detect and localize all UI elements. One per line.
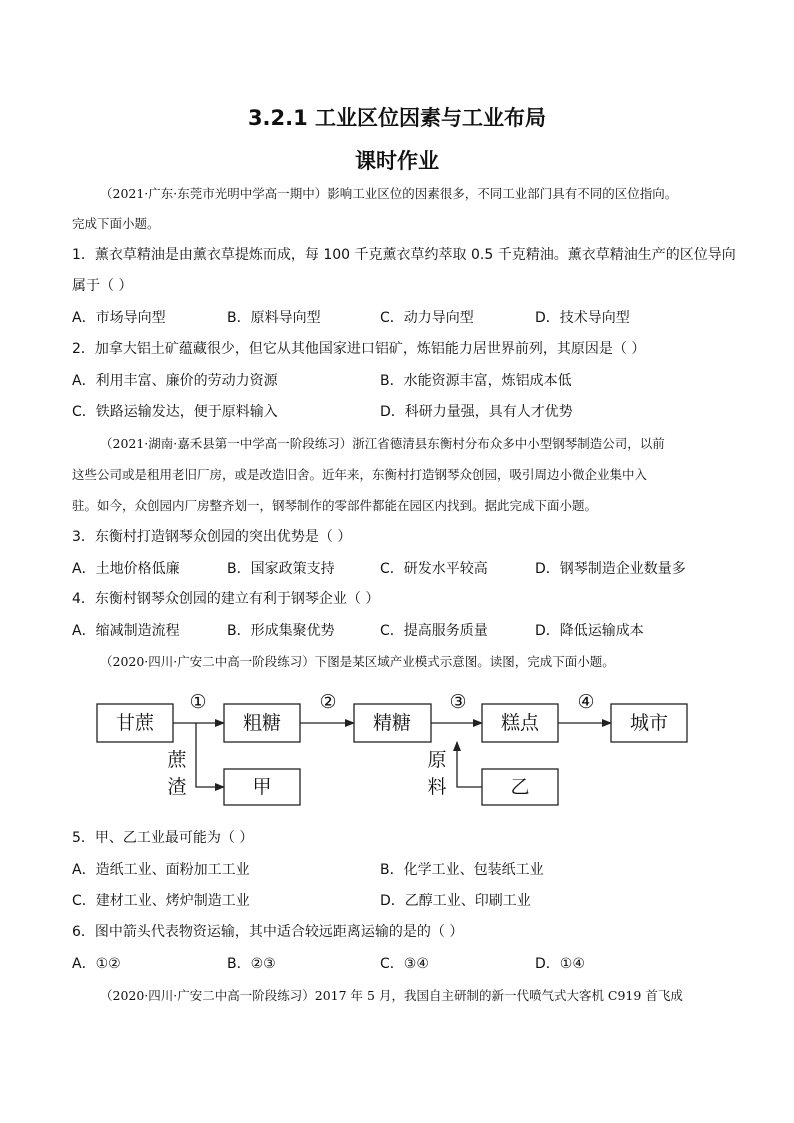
- q4-option-d: D．降低运输成本: [535, 623, 644, 639]
- q1-option-d: D．技术导向型: [535, 310, 630, 326]
- intro-2-line-2: 这些公司或是租用老旧厂房，或是改造旧舍。近年来，东衡村打造钢琴众创园，吸引周边小微企业集中入: [72, 467, 648, 482]
- box-gaodian-label: 糕点: [500, 712, 540, 734]
- q5-stem: 5．甲、乙工业最可能为（ ）: [72, 830, 254, 846]
- industry-flow-diagram: [0, 680, 794, 810]
- q1-option-c: C．动力导向型: [380, 310, 474, 326]
- q1-stem-line-2: 属于（ ）: [72, 278, 133, 294]
- q3-stem: 3．东衡村打造钢琴众创园的突出优势是（ ）: [72, 529, 352, 545]
- q3-option-d: D．钢琴制造企业数量多: [535, 561, 686, 577]
- arrow-2-label: ②: [319, 691, 337, 713]
- arrow-3-label: ③: [449, 691, 467, 713]
- q5-option-c: C．建材工业、烤炉制造工业: [72, 893, 250, 909]
- q5-option-b: B．化学工业、包装纸工业: [380, 862, 544, 878]
- q3-option-a: A．土地价格低廉: [72, 561, 180, 577]
- box-chengshi-label: 城市: [629, 712, 669, 734]
- box-yi-label: 乙: [510, 776, 530, 798]
- arrow-bagasse: [196, 723, 224, 787]
- q3-option-c: C．研发水平较高: [380, 561, 488, 577]
- q1-option-b: B．原料导向型: [227, 310, 321, 326]
- intro-3-line-1: （2020·四川·广安二中高一阶段练习）下图是某区域产业模式示意图。读图，完成下面小题。: [100, 654, 615, 669]
- box-jia-label: 甲: [252, 776, 272, 798]
- intro-2-line-1: （2021·湖南·嘉禾县第一中学高一阶段练习）浙江省德清县东衡村分布众多中小型钢琴制造公司，以前: [100, 436, 665, 451]
- q5-option-d: D．乙醇工业、印刷工业: [380, 893, 531, 909]
- label-zhe: 蔗: [167, 749, 187, 771]
- arrow-4-label: ④: [577, 691, 595, 713]
- q2-option-c: C．铁路运输发达，便于原料输入: [72, 404, 278, 420]
- intro-1-line-1: （2021·广东·东莞市光明中学高一期中）影响工业区位的因素很多，不同工业部门具有不同的区位指向。: [100, 186, 678, 201]
- q1-option-a: A．市场导向型: [72, 310, 166, 326]
- label-liao: 料: [427, 776, 447, 798]
- q2-stem: 2．加拿大铝土矿蕴藏很少，但它从其他国家进口铝矿，炼铝能力居世界前列，其原因是（ ）: [72, 341, 646, 357]
- q3-option-b: B．国家政策支持: [227, 561, 335, 577]
- label-yuan: 原: [427, 749, 447, 771]
- arrow-raw-material: [457, 742, 482, 787]
- q6-option-d: D．①④: [535, 956, 585, 972]
- q5-option-a: A．造纸工业、面粉加工工业: [72, 862, 250, 878]
- q4-option-a: A．缩减制造流程: [72, 623, 180, 639]
- q2-option-b: B．水能资源丰富，炼铝成本低: [380, 373, 572, 389]
- box-ganzhe-label: 甘蔗: [115, 712, 155, 734]
- page-title: 3.2.1 工业区位因素与工业布局: [247, 106, 547, 130]
- q2-option-a: A．利用丰富、廉价的劳动力资源: [72, 373, 278, 389]
- label-zha: 渣: [167, 776, 187, 798]
- q4-stem: 4．东衡村钢琴众创园的建立有利于钢琴企业（ ）: [72, 591, 380, 607]
- q1-stem-line-1: 1．薰衣草精油是由薰衣草提炼而成，每 100 千克薰衣草约萃取 0.5 千克精油。薰衣草精油生产的区位导向: [72, 247, 736, 263]
- q2-option-d: D．科研力量强，具有人才优势: [380, 404, 573, 420]
- q4-option-c: C．提高服务质量: [380, 623, 488, 639]
- q4-option-b: B．形成集聚优势: [227, 623, 335, 639]
- q6-option-c: C．③④: [380, 956, 429, 972]
- box-cutang-label: 粗糖: [242, 712, 282, 734]
- q6-option-a: A．①②: [72, 956, 121, 972]
- q6-stem: 6．图中箭头代表物资运输，其中适合较远距离运输的是的（ ）: [72, 924, 464, 940]
- page-subtitle: 课时作业: [355, 149, 439, 173]
- intro-4-line-1: （2020·四川·广安二中高一阶段练习）2017 年 5 月，我国自主研制的新一代喷气式大客机 C919 首飞成: [100, 988, 683, 1003]
- box-jingtang-label: 精糖: [372, 712, 412, 734]
- intro-2-line-3: 驻。如今，众创园内厂房整齐划一，钢琴制作的零部件都能在园区内找到。据此完成下面小题。: [72, 498, 598, 513]
- arrow-1-label: ①: [189, 691, 207, 713]
- intro-1-line-2: 完成下面小题。: [72, 216, 160, 231]
- q6-option-b: B．②③: [227, 956, 276, 972]
